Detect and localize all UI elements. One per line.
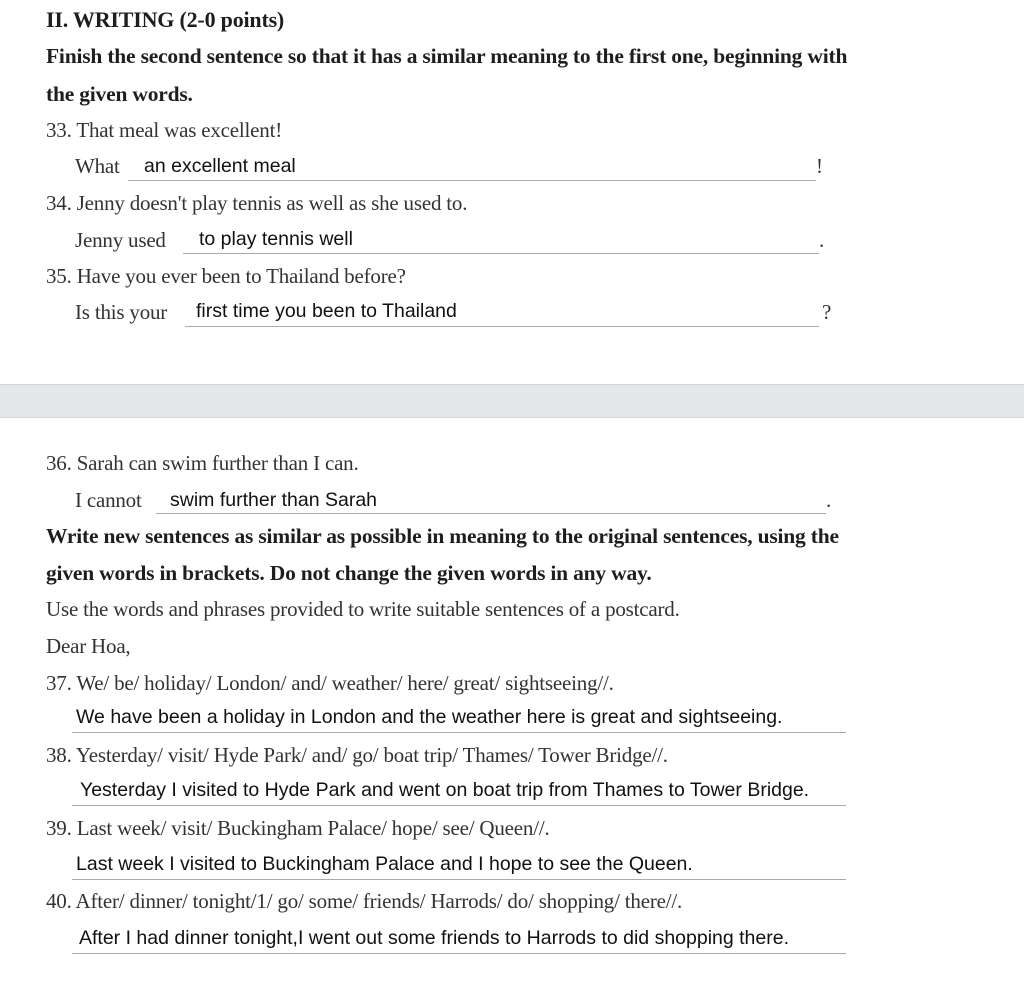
q34-suffix: . <box>819 228 825 252</box>
q37-question: 37. We/ be/ holiday/ London/ and/ weather/ here/ great/ sightseeing//. <box>46 671 614 695</box>
q39-answer-line <box>72 879 846 880</box>
q35-answer-line <box>185 326 819 327</box>
q34-answer-line <box>183 253 819 254</box>
q33-prefix: What <box>75 154 120 178</box>
q33-answer-line <box>128 180 816 181</box>
q35-suffix: ? <box>822 300 832 324</box>
q38-question: 38. Yesterday/ visit/ Hyde Park/ and/ go/ boat trip/ Thames/ Tower Bridge//. <box>46 743 668 767</box>
q36-prefix: I cannot <box>75 488 142 512</box>
q35-question: 35. Have you ever been to Thailand before? <box>46 264 406 288</box>
q34-prefix: Jenny used <box>75 228 166 252</box>
greeting: Dear Hoa, <box>46 634 131 658</box>
q34-answer[interactable]: to play tennis well <box>199 228 353 250</box>
q34-question: 34. Jenny doesn't play tennis as well as she used to. <box>46 191 468 215</box>
q33-answer[interactable]: an excellent meal <box>144 155 296 177</box>
instructions2-line-1: Write new sentences as similar as possible in meaning to the original sentences, using the <box>46 524 839 548</box>
q36-question: 36. Sarah can swim further than I can. <box>46 451 359 475</box>
q33-question: 33. That meal was excellent! <box>46 118 283 142</box>
q33-suffix: ! <box>816 154 823 178</box>
q40-answer[interactable]: After I had dinner tonight,I went out some friends to Harrods to did shopping there. <box>79 927 789 949</box>
q39-answer[interactable]: Last week I visited to Buckingham Palace and I hope to see the Queen. <box>76 853 693 875</box>
q38-answer[interactable]: Yesterday I visited to Hyde Park and went on boat trip from Thames to Tower Bridge. <box>80 779 810 801</box>
q35-prefix: Is this your <box>75 300 168 324</box>
q35-answer[interactable]: first time you been to Thailand <box>196 300 457 322</box>
q36-answer-line <box>156 513 826 514</box>
q38-answer-line <box>72 805 846 806</box>
page-break-gap <box>0 384 1024 418</box>
q39-question: 39. Last week/ visit/ Buckingham Palace/ hope/ see/ Queen//. <box>46 816 550 840</box>
instructions2-line-2: given words in brackets. Do not change the given words in any way. <box>46 561 652 585</box>
instructions-line-1: Finish the second sentence so that it has a similar meaning to the first one, beginning with <box>46 44 848 68</box>
q36-answer[interactable]: swim further than Sarah <box>170 489 378 511</box>
q40-answer-line <box>72 953 846 954</box>
q40-question: 40. After/ dinner/ tonight/1/ go/ some/ friends/ Harrods/ do/ shopping/ there//. <box>46 889 683 913</box>
q36-suffix: . <box>826 488 832 512</box>
q37-answer[interactable]: We have been a holiday in London and the weather here is great and sightseeing. <box>76 706 783 728</box>
q37-answer-line <box>72 732 846 733</box>
instructions-line-2: the given words. <box>46 82 193 106</box>
postcard-instruction: Use the words and phrases provided to write suitable sentences of a postcard. <box>46 597 680 621</box>
section-title: II. WRITING (2-0 points) <box>46 7 285 32</box>
